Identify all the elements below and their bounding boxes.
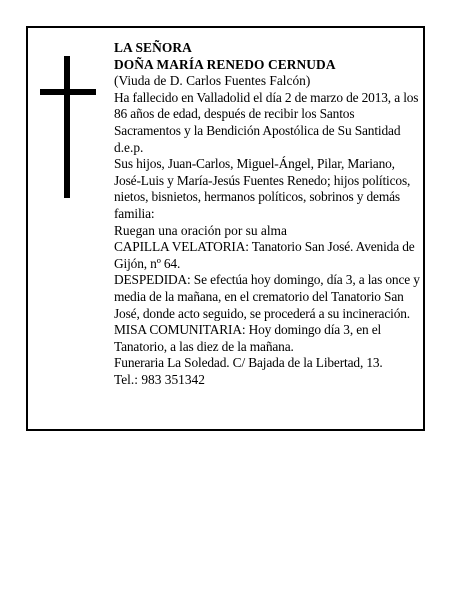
widow-of: (Viuda de D. Carlos Fuentes Falcón) (114, 73, 311, 89)
rip-abbreviation: d.e.p. (114, 139, 144, 155)
family-list: Sus hijos, Juan-Carlos, Miguel-Ángel, Pilar, Mariano, José-Luis y María-Jesús Fuentes Renedo; hijos políticos, nietos, bisnietos, hermanos políticos, sobrinos y demás familia: (114, 156, 411, 221)
cross-icon (40, 56, 96, 198)
deceased-name: DOÑA MARÍA RENEDO CERNUDA (114, 56, 336, 72)
farewell-info: DESPEDIDA: Se efectúa hoy domingo, día 3, a las once y media de la mañana, en el crematorio del Tanatorio San José, donde acto seguido, se procederá a su incineración. (114, 272, 420, 321)
obituary-notice (26, 26, 425, 431)
cross-horizontal-bar (40, 89, 96, 95)
notice-heading: LA SEÑORA (114, 40, 192, 55)
notice-text (114, 40, 420, 388)
prayer-request: Ruegan una oración por su alma (114, 222, 287, 238)
mass-info: MISA COMUNITARIA: Hoy domingo día 3, en el Tanatorio, a las diez de la mañana. (114, 322, 382, 354)
chapel-info: CAPILLA VELATORIA: Tanatorio San José. Avenida de Gijón, nº 64. (114, 239, 415, 271)
funeral-home: Funeraria La Soledad. C/ Bajada de la Libertad, 13. (114, 355, 383, 371)
cross-vertical-bar (64, 56, 70, 198)
death-announcement: Ha fallecido en Valladolid el día 2 de marzo de 2013, a los 86 años de edad, después de recibir los Santos Sacramentos y la Bendición Apostólica de Su Santidad (114, 89, 419, 138)
phone-number: Tel.: 983 351342 (114, 371, 205, 387)
